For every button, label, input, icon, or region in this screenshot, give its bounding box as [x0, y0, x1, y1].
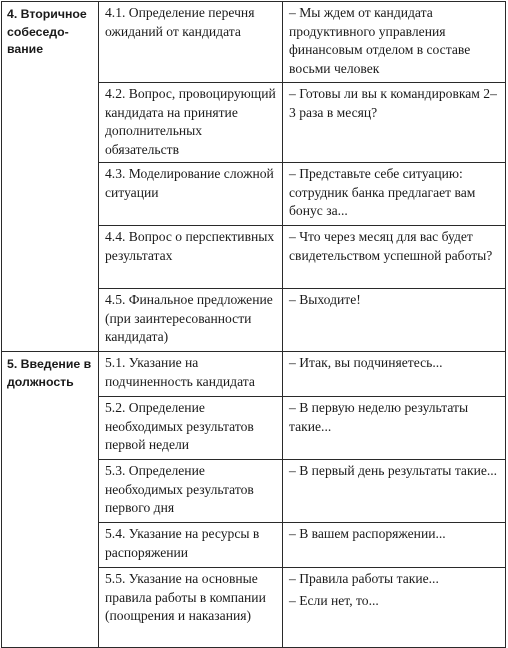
phrase: – Представьте себе ситуацию: сотрудник банка предлагает вам бонус за...: [289, 166, 476, 219]
phrase: – Что через месяц для вас будет свидетельством успешной работы?: [289, 229, 493, 263]
phrase: – Итак, вы подчиняетесь...: [289, 355, 443, 370]
step-cell: 5.5. Указание на основные правила работы в компании (поощрения и наказания): [99, 568, 283, 648]
section-title: 5. Введение в должность: [2, 352, 99, 648]
phrase: – Правила работы такие...: [289, 571, 439, 586]
step-cell: 5.1. Указание на подчиненность кандидата: [99, 352, 283, 397]
table-row: [2, 352, 506, 397]
phrase-cell: [283, 568, 506, 648]
phrase-cell: [283, 289, 506, 352]
step-cell: 5.4. Указание на ресурсы в распоряжении: [99, 523, 283, 568]
step-cell: 5.3. Определение необходимых результатов первого дня: [99, 460, 283, 523]
phrase-cell: [283, 460, 506, 523]
phrase: – В вашем распоряжении...: [289, 526, 446, 541]
table-row: [2, 2, 506, 83]
phrase-cell: [283, 352, 506, 397]
phrase-cell: [283, 226, 506, 289]
phrase: – Мы ждем от кандидата продуктивного управления финансовым отделом в составе восьми человек: [289, 5, 471, 76]
step-cell: 4.5. Финальное предложение (при заинтересованности кандидата): [99, 289, 283, 352]
phrase: – Выходите!: [289, 292, 361, 307]
phrase: – Готовы ли вы к командировкам 2–3 раза в месяц?: [289, 86, 497, 120]
phrase-cell: [283, 83, 506, 163]
step-cell: 4.3. Моделирование сложной ситуации: [99, 163, 283, 226]
interview-steps-table: [1, 1, 506, 648]
section-title: 4. Вторичное собеседо-вание: [2, 2, 99, 352]
phrase: – В первый день результаты такие...: [289, 463, 498, 478]
step-cell: 4.1. Определение перечня ожиданий от кандидата: [99, 2, 283, 83]
phrase: – В первую неделю результаты такие...: [289, 400, 469, 434]
phrase-cell: [283, 397, 506, 460]
phrase-cell: [283, 163, 506, 226]
phrase: – Если нет, то...: [289, 592, 379, 608]
step-cell: 5.2. Определение необходимых результатов первой недели: [99, 397, 283, 460]
phrase-cell: [283, 523, 506, 568]
step-cell: 4.4. Вопрос о перспективных результатах: [99, 226, 283, 289]
phrase-cell: [283, 2, 506, 83]
step-cell: 4.2. Вопрос, провоцирующий кандидата на принятие дополнительных обязательств: [99, 83, 283, 163]
